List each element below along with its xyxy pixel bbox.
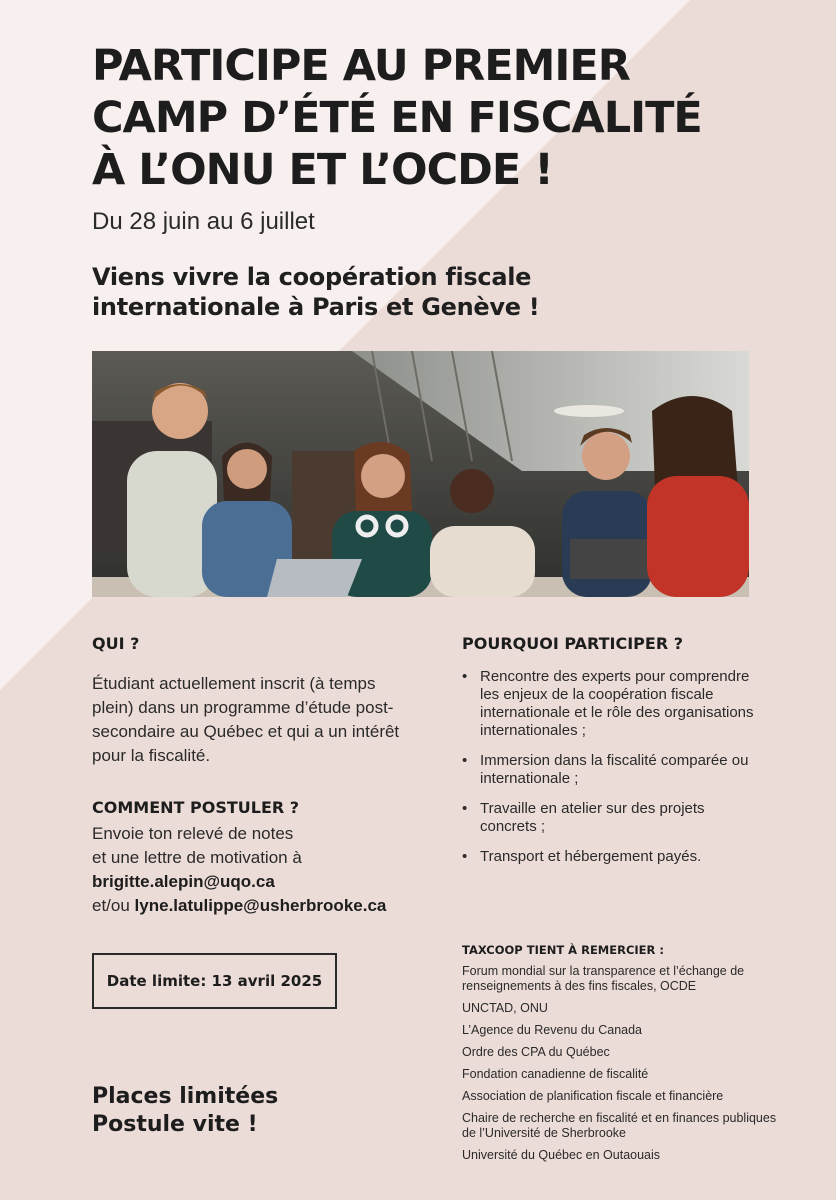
list-item: • Transport et hébergement payés. — [462, 848, 702, 865]
thanks-list — [462, 964, 792, 1170]
places-line: Places limitées — [92, 1084, 279, 1109]
email-line — [92, 894, 452, 918]
qui-heading: QUI ? — [92, 634, 140, 653]
email-link-lyne[interactable]: lyne.latulippe@usherbrooke.ca — [134, 896, 387, 915]
bullet-icon: • — [462, 848, 468, 865]
comment-heading: COMMENT POSTULER ? — [92, 798, 300, 817]
page-title — [92, 40, 792, 196]
subtitle — [92, 262, 732, 322]
list-item: • Immersion dans la fiscalité comparée ou internationale ; — [462, 752, 749, 787]
comment-line: Envoie ton relevé de notes — [92, 824, 294, 843]
sponsor-item: Université du Québec en Outaouais — [462, 1148, 661, 1162]
bullet-icon: • — [462, 668, 468, 685]
email-link-brigitte[interactable]: brigitte.alepin@uqo.ca — [92, 872, 275, 891]
sponsor-item: Ordre des CPA du Québec — [462, 1045, 610, 1059]
list-item: • Travaille en atelier sur des projets concrets ; — [462, 800, 705, 835]
places-limited — [92, 1083, 278, 1139]
sponsor-item: Fondation canadienne de fiscalité — [462, 1067, 649, 1081]
comment-text — [92, 822, 452, 918]
bullet-icon: • — [462, 800, 468, 817]
event-dates: Du 28 juin au 6 juillet — [92, 208, 315, 235]
title-line: PARTICIPE AU PREMIER — [92, 41, 630, 91]
students-photo — [92, 351, 749, 597]
title-line: À L’ONU ET L’OCDE ! — [92, 145, 553, 195]
title-line: CAMP D’ÉTÉ EN FISCALITÉ — [92, 93, 702, 143]
sponsor-item: Chaire de recherche en fiscalité et en finances publiques de l’Université de Sherbrooke — [462, 1111, 777, 1140]
thanks-heading: TAXCOOP TIENT À REMERCIER : — [462, 943, 664, 957]
why-heading: POURQUOI PARTICIPER ? — [462, 634, 683, 653]
sponsor-item: L’Agence du Revenu du Canada — [462, 1023, 643, 1037]
email-connector: et/ou — [92, 896, 135, 915]
subtitle-line: Viens vivre la coopération fiscale — [92, 263, 532, 291]
why-list — [462, 668, 762, 878]
bullet-icon: • — [462, 752, 468, 769]
deadline-box: Date limite: 13 avril 2025 — [92, 953, 337, 1009]
sponsor-item: Forum mondial sur la transparence et l’échange de renseignements à des fins fiscales, OCDE — [462, 964, 745, 993]
sponsor-item: Association de planification fiscale et financière — [462, 1089, 724, 1103]
list-item: • Rencontre des experts pour comprendre les enjeux de la coopération fiscale internationale et le rôle des organisations internationales ; — [462, 668, 754, 739]
qui-text: Étudiant actuellement inscrit (à temps plein) dans un programme d’étude post-secondaire au Québec et qui a un intérêt pour la fiscalité. — [92, 674, 400, 765]
places-line: Postule vite ! — [92, 1112, 258, 1137]
sponsor-item: UNCTAD, ONU — [462, 1001, 548, 1015]
comment-line: et une lettre de motivation à — [92, 848, 302, 867]
subtitle-line: internationale à Paris et Genève ! — [92, 293, 540, 321]
